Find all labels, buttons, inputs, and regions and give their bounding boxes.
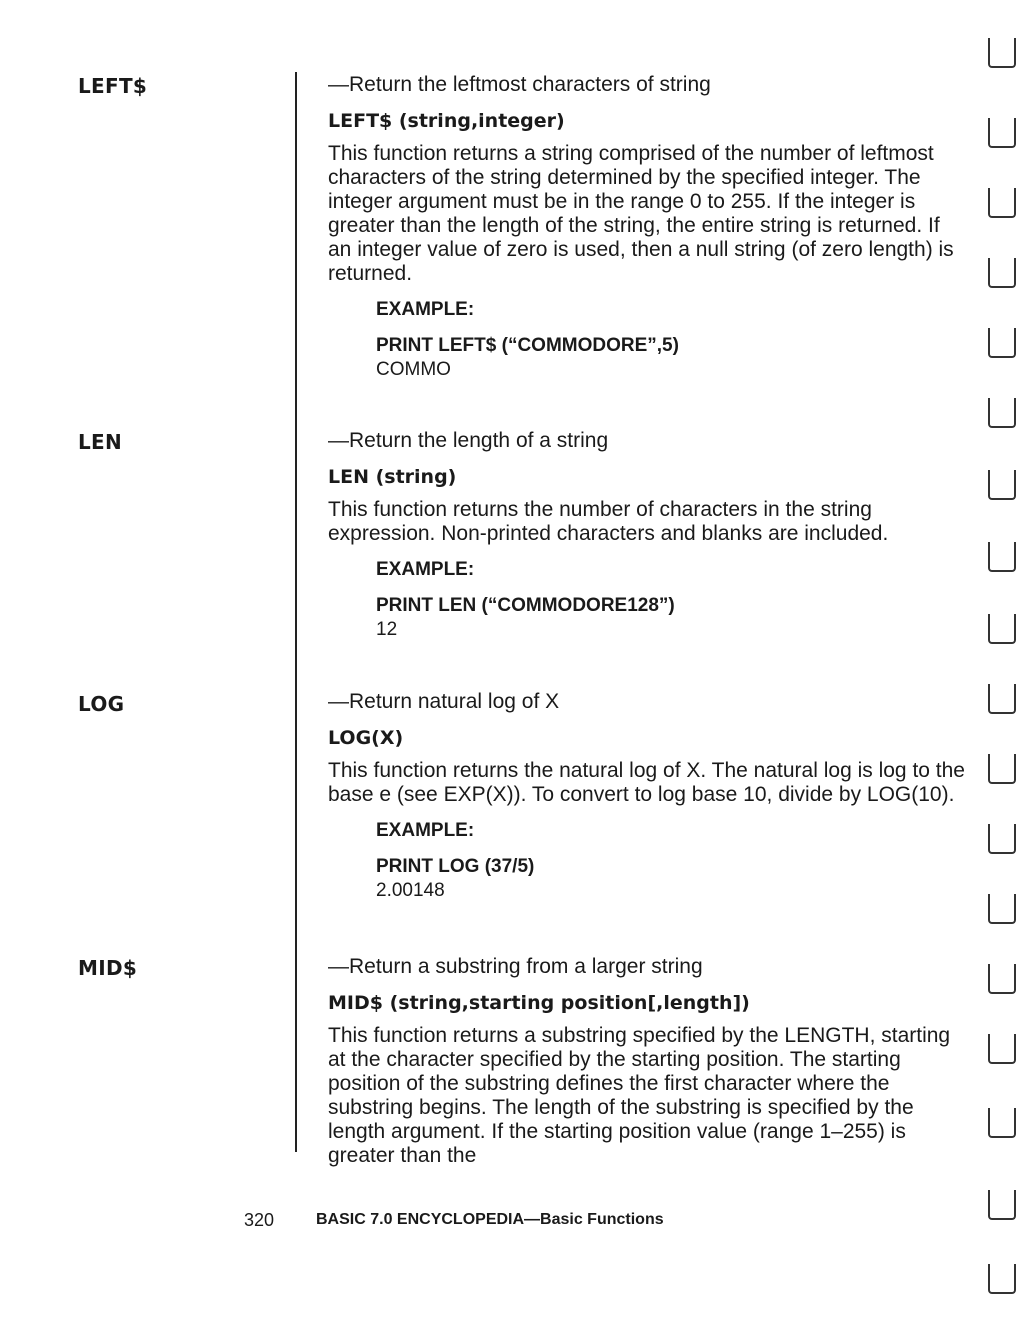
- entry-summary: —Return a substring from a larger string: [328, 955, 703, 978]
- example-code: PRINT LEN (“COMMODORE128”): [376, 595, 675, 616]
- example-block: [376, 558, 968, 642]
- entry-syntax: MID$ (string,starting position[,length]): [328, 992, 750, 1014]
- example-label: EXAMPLE:: [376, 559, 475, 580]
- example-block: [376, 819, 968, 903]
- entry-syntax: LEN (string): [328, 466, 457, 488]
- entry-left: [328, 72, 968, 382]
- binder-tab: [988, 542, 1016, 572]
- column-divider: [295, 72, 297, 1152]
- binder-tab: [988, 1264, 1016, 1294]
- example-label: EXAMPLE:: [376, 820, 475, 841]
- entry-description: This function returns a string comprised of the number of leftmost characters of the string determined by the specified integer. The integer argument must be in the range 0 to 255. If the integer is greater than the length of the string, the entire string is returned. If an integer value of zero is used, then a null string (of zero length) is returned.: [328, 142, 954, 285]
- running-footer: BASIC 7.0 ENCYCLOPEDIA—Basic Functions: [316, 1211, 664, 1228]
- entry-summary: —Return the length of a string: [328, 429, 609, 452]
- keyword-left: LEFT$: [78, 74, 148, 98]
- binder-tab: [988, 398, 1016, 428]
- example-code: PRINT LEFT$ (“COMMODORE”,5): [376, 335, 679, 356]
- example-block: [376, 298, 968, 382]
- binder-tab: [988, 824, 1016, 854]
- binder-tab: [988, 1108, 1016, 1138]
- entry-mid: [328, 954, 968, 1180]
- binder-tab: [988, 470, 1016, 500]
- entry-description: This function returns a substring specified by the LENGTH, starting at the character specified by the starting position. The starting position of the substring defines the first character where the substring begins. The length of the substring is specified by the length argument. If the starting position value (range 1–255) is greater than the: [328, 1024, 951, 1167]
- entry-summary: —Return natural log of X: [328, 690, 560, 713]
- binder-tab: [988, 38, 1016, 68]
- keyword-len: LEN: [78, 430, 123, 454]
- binder-tab: [988, 894, 1016, 924]
- binder-tab: [988, 188, 1016, 218]
- binder-tab: [988, 1034, 1016, 1064]
- entry-len: [328, 428, 968, 642]
- binder-tab: [988, 684, 1016, 714]
- binder-tab: [988, 614, 1016, 644]
- example-code: PRINT LOG (37/5): [376, 856, 535, 877]
- binder-tab: [988, 754, 1016, 784]
- example-output: COMMO: [376, 359, 451, 380]
- binder-tab: [988, 118, 1016, 148]
- entry-summary: —Return the leftmost characters of string: [328, 73, 711, 96]
- entry-log: [328, 689, 968, 903]
- example-output: 12: [376, 619, 398, 640]
- entry-syntax: LOG(X): [328, 727, 404, 749]
- example-label: EXAMPLE:: [376, 299, 475, 320]
- binder-tab: [988, 258, 1016, 288]
- entry-description: This function returns the number of characters in the string expression. Non-printed characters and blanks are included.: [328, 498, 889, 545]
- entry-syntax: LEFT$ (string,integer): [328, 110, 565, 132]
- entry-description: This function returns the natural log of X. The natural log is log to the base e (see EXP(X)). To convert to log base 10, divide by LOG(10).: [328, 759, 965, 806]
- binder-tabs: [984, 30, 1020, 1300]
- page-number: 320: [244, 1210, 275, 1230]
- binder-tab: [988, 964, 1016, 994]
- keyword-mid: MID$: [78, 956, 138, 980]
- binder-tab: [988, 328, 1016, 358]
- keyword-log: LOG: [78, 692, 125, 716]
- example-output: 2.00148: [376, 880, 445, 901]
- binder-tab: [988, 1190, 1016, 1220]
